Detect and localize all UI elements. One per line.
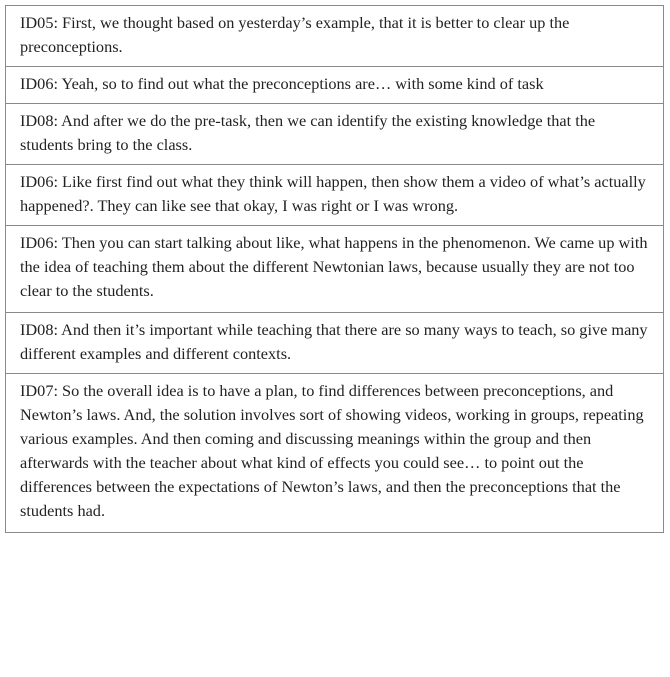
table-row <box>6 165 664 226</box>
quote-cell: ID07: So the overall idea is to have a plan, to find differences between preconceptions, and Newton’s laws. And, the solution involves sort of showing videos, working in groups, repeating various examples. And then coming and discussing meanings within the group and then afterwards with the teacher about what kind of effects you could see… to point out the differences between the expectations of Newton’s laws, and then the preconceptions that the students had. <box>6 374 664 533</box>
table-row <box>6 67 664 104</box>
quote-cell: ID08: And after we do the pre-task, then we can identify the existing knowledge that the students bring to the class. <box>6 104 664 165</box>
table-row <box>6 313 664 374</box>
table-row <box>6 104 664 165</box>
quote-cell: ID08: And then it’s important while teaching that there are so many ways to teach, so give many different examples and different contexts. <box>6 313 664 374</box>
quote-cell: ID06: Then you can start talking about like, what happens in the phenomenon. We came up with the idea of teaching them about the different Newtonian laws, because usually they are not too clear to the students. <box>6 226 664 313</box>
quotes-table <box>5 5 664 533</box>
table-row <box>6 374 664 533</box>
quote-cell: ID06: Yeah, so to find out what the preconceptions are… with some kind of task <box>6 67 664 104</box>
table-row <box>6 6 664 67</box>
table-row <box>6 226 664 313</box>
quote-cell: ID06: Like first find out what they think will happen, then show them a video of what’s actually happened?. They can like see that okay, I was right or I was wrong. <box>6 165 664 226</box>
quote-cell: ID05: First, we thought based on yesterday’s example, that it is better to clear up the preconceptions. <box>6 6 664 67</box>
